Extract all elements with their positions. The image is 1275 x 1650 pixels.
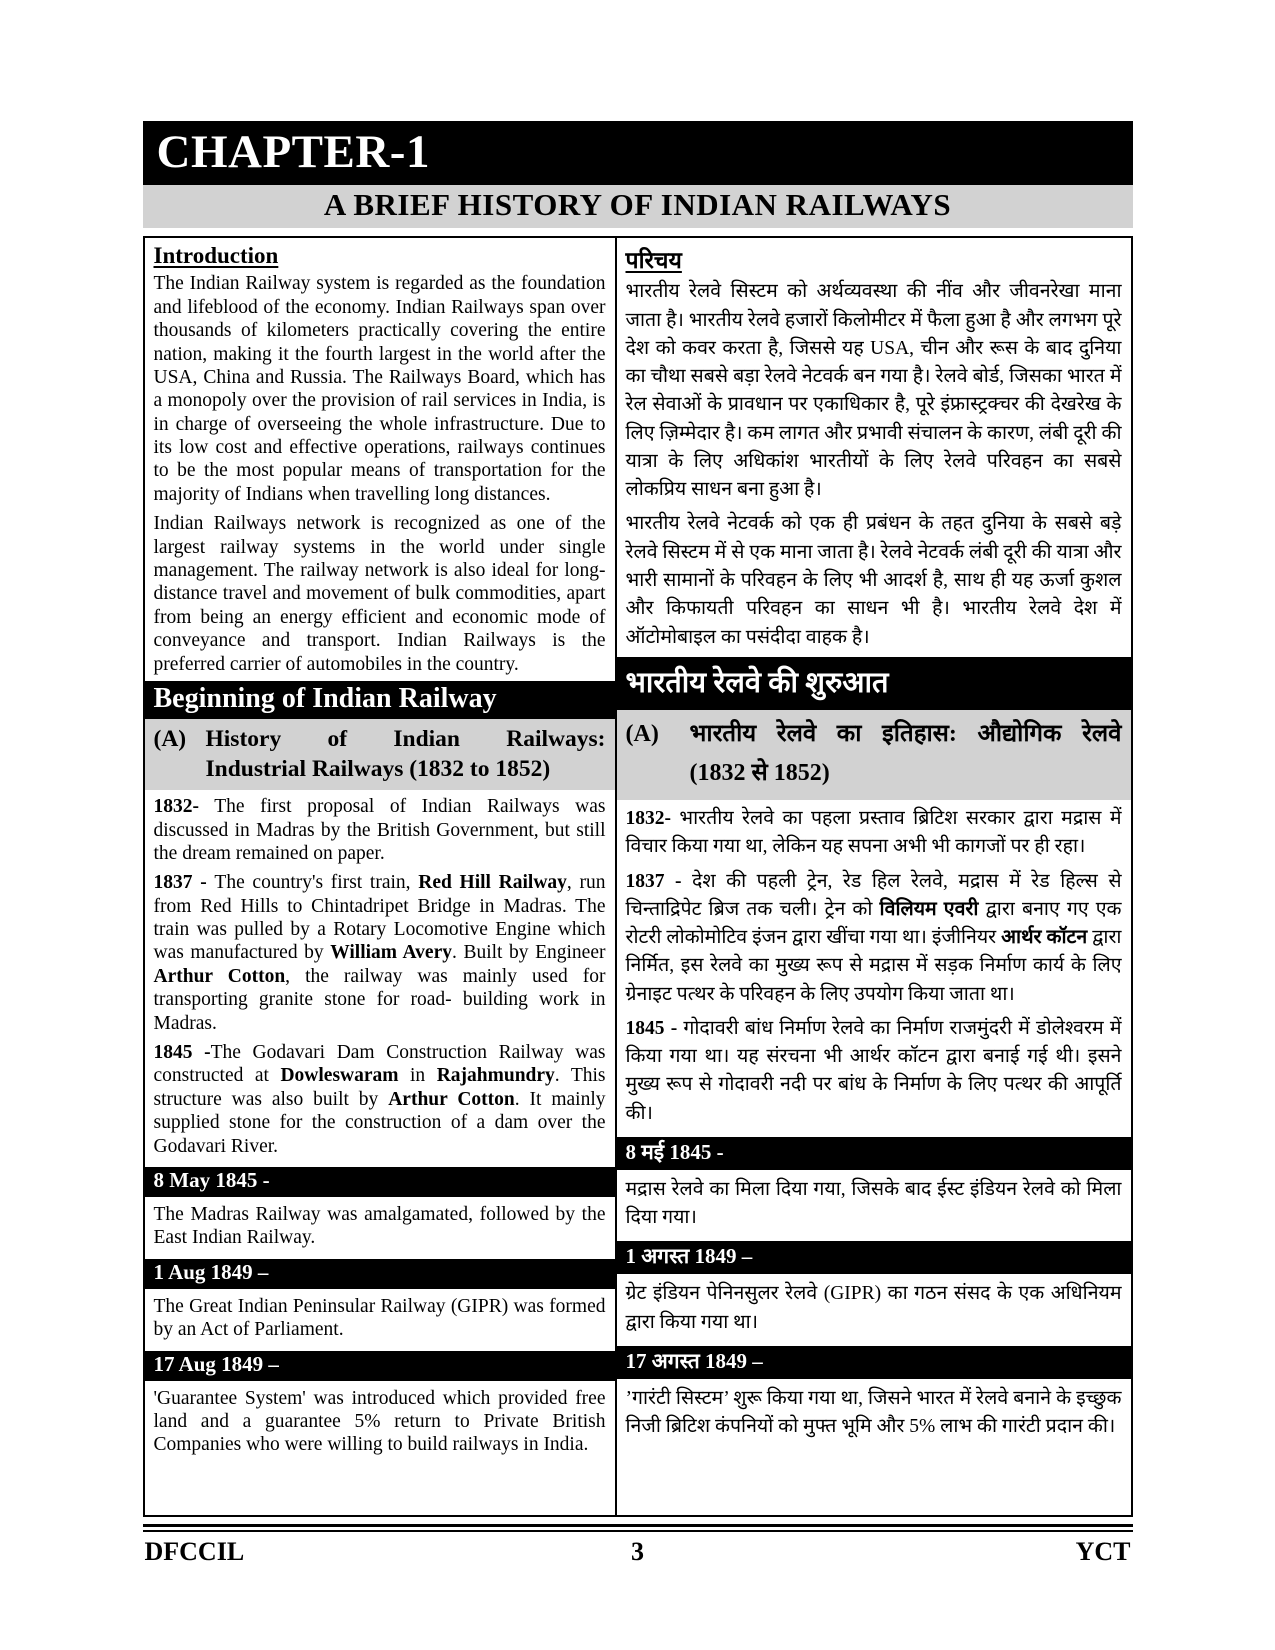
section-banner-en: Beginning of Indian Railway [145, 681, 615, 719]
chapter-subtitle: A BRIEF HISTORY OF INDIAN RAILWAYS [143, 185, 1133, 228]
timeline-1837-en: 1837 - The country's first train, Red Hill Railway, run from Red Hills to Chintadripet Bridge in Madras. The train was pulled by a Rotary Locomotive Engine which was manufactured by William Avery. Built by Engineer Arthur Cotton, the railway was mainly used for transporting granite stone for road- building work in Madras. [153, 872, 606, 1034]
timeline-1837-hi: 1837 - देश की पहली ट्रेन, रेड हिल रेलवे, मद्रास में रेड हिल्स से चिन्ताद्रिपेट ब्रिज तक चली। ट्रेन को विलियम एवरी द्वारा बनाए गए एक रोटरी लोकोमोटिव इंजन द्वारा खींचा गया था। इंजीनियर आर्थर कॉटन द्वारा निर्मित, इस रेलवे का मुख्य रूप से मद्रास में सड़क निर्माण कार्य के लिए ग्रेनाइट पत्थर के परिवहन के लिए उपयोग किया जाता था। [625, 870, 1122, 1005]
date-banner-1aug1849-hi: 1 अगस्त 1849 – [617, 1241, 1131, 1274]
date-text-17aug1849-en: 'Guarantee System' was introduced which provided free land and a guarantee 5% return to Private British Companies who were willing to build railways in India. [153, 1387, 606, 1456]
timeline-1845-hi: 1845 - गोदावरी बांध निर्माण रेलवे का निर्माण राजमुंदरी में डोलेश्वरम में किया गया था। यह संरचना भी आर्थर कॉटन द्वारा बनाई गई थी। इसने मुख्य रूप से गोदावरी नदी पर बांध के निर्माण के लिए पत्थर की आपूर्ति की। [625, 1017, 1122, 1124]
subsection-title-hi [690, 715, 1122, 794]
subsection-heading-en [145, 719, 615, 790]
subsection-title-line2-hi: (1832 से 1852) [689, 760, 830, 787]
page-footer [143, 1532, 1133, 1567]
footer-publisher-code: YCT [1075, 1537, 1131, 1567]
date-banner-8may1845-hi: 8 मई 1845 - [617, 1137, 1131, 1170]
hindi-column [617, 238, 1131, 1515]
timeline-1845-en: 1845 -The Godavari Dam Construction Railway was constructed at Dowleswaram in Rajahmundry. This structure was also built by Arthur Cotton. It mainly supplied stone for the construction of a dam over the Godavari River. [153, 1042, 606, 1157]
intro-heading-hi [617, 238, 1131, 276]
footer-divider-rule [143, 1524, 1133, 1532]
timeline-1832-en: 1832- The first proposal of Indian Railways was discussed in Madras by the British Government, but still the dream remained on paper. [153, 796, 606, 864]
subsection-heading-hi [617, 710, 1131, 800]
date-banner-17aug1849-hi: 17 अगस्त 1849 – [617, 1346, 1131, 1379]
intro-paragraph-1-en: The Indian Railway system is regarded as the foundation and lifeblood of the economy. Indian Railways span over thousands of kilometers practically covering the entire nation, making it the fourth largest in the world after the USA, China and Russia. The Railways Board, which has a monopoly over the provision of rail services in India, is in charge of overseeing the whole infrastructure. Due to its low cost and effective operations, railways continues to be the most popular means of transportation for the majority of Indians when travelling long distances. [153, 273, 606, 505]
date-banner-17aug1849-en: 17 Aug 1849 – [145, 1351, 615, 1381]
english-column [145, 238, 617, 1515]
page-content [143, 0, 1133, 1567]
date-text-8may1845-hi: मद्रास रेलवे का मिला दिया गया, जिसके बाद ईस्ट इंडियन रेलवे को मिला दिया गया। [625, 1178, 1122, 1229]
footer-page-number: 3 [631, 1537, 644, 1567]
subsection-label-en: (A) [153, 725, 187, 752]
intro-paragraph-1-hi: भारतीय रेलवे सिस्टम को अर्थव्यवस्था की नींव और जीवनरेखा माना जाता है। भारतीय रेलवे हजारों किलोमीटर में फैला हुआ है और लगभग पूरे देश को कवर करता है, जिससे यह USA, चीन और रूस के बाद दुनिया का चौथा सबसे बड़ा रेलवे नेटवर्क बन गया है। रेलवे बोर्ड, जिसका भारत में रेल सेवाओं के प्रावधान पर एकाधिकार है, पूरे इंफ्रास्ट्रक्चर की देखरेख के लिए ज़िम्मेदार है। कम लागत और प्रभावी संचालन के कारण, लंबी दूरी की यात्रा के लिए अधिकांश भारतीयों के लिए रेलवे परिवहन का सबसे लोकप्रिय साधन बना हुआ है। [625, 281, 1122, 501]
timeline-1832-hi: 1832- भारतीय रेलवे का पहला प्रस्ताव ब्रिटिश सरकार द्वारा मद्रास में विचार किया गया था, लेकिन यह सपना अभी भी कागजों पर ही रहा। [625, 807, 1122, 858]
date-banner-1aug1849-en: 1 Aug 1849 – [145, 1259, 615, 1289]
intro-paragraph-2-hi: भारतीय रेलवे नेटवर्क को एक ही प्रबंधन के तहत दुनिया के सबसे बड़े रेलवे सिस्टम में से एक माना जाता है। रेलवे नेटवर्क लंबी दूरी की यात्रा और भारी सामानों के परिवहन के लिए भी आदर्श है, साथ ही यह ऊर्जा कुशल और किफायती परिवहन का साधन भी है। भारतीय रेलवे देश में ऑटोमोबाइल का पसंदीदा वाहक है। [625, 513, 1122, 648]
date-banner-8may1845-en: 8 May 1845 - [145, 1167, 615, 1197]
intro-heading-hi-text: परिचय [625, 248, 682, 274]
footer-book-code: DFCCIL [144, 1537, 245, 1567]
chapter-banner: CHAPTER-1 [143, 121, 1133, 185]
subsection-label-hi: (A) [625, 720, 659, 747]
subsection-title-line1-hi: भारतीय रेलवे का इतिहास: औद्योगिक रेलवे [689, 720, 1122, 747]
subsection-title-line1-en: History of Indian Railways: [205, 725, 606, 752]
intro-heading-en [145, 238, 615, 270]
date-text-8may1845-en: The Madras Railway was amalgamated, followed by the East Indian Railway. [153, 1204, 606, 1249]
intro-heading-en-text: Introduction [153, 243, 279, 269]
date-text-17aug1849-hi: ’गारंटी सिस्टम’ शुरू किया गया था, जिसने भारत में रेलवे बनाने के इच्छुक निजी ब्रिटिश कंपनियों को मुफ्त भूमि और 5% लाभ की गारंटी प्रदान की। [625, 1387, 1122, 1438]
subsection-title-line2-en: Industrial Railways (1832 to 1852) [205, 756, 551, 783]
date-text-1aug1849-en: The Great Indian Peninsular Railway (GIPR) was formed by an Act of Parliament. [153, 1295, 606, 1341]
date-text-1aug1849-hi: ग्रेट इंडियन पेनिनसुलर रेलवे (GIPR) का गठन संसद के एक अधिनियम द्वारा किया गया था। [625, 1283, 1122, 1333]
subsection-title-en [206, 724, 606, 784]
content-table [143, 236, 1133, 1517]
section-banner-hi: भारतीय रेलवे की शुरुआत [617, 657, 1131, 710]
intro-paragraph-2-en: Indian Railways network is recognized as one of the largest railway systems in the world under single management. The railway network is also ideal for long-distance travel and movement of bulk commodities, apart from being an energy efficient and economic mode of conveyance and transport. Indian Railways is the preferred carrier of automobiles in the country. [153, 513, 606, 675]
